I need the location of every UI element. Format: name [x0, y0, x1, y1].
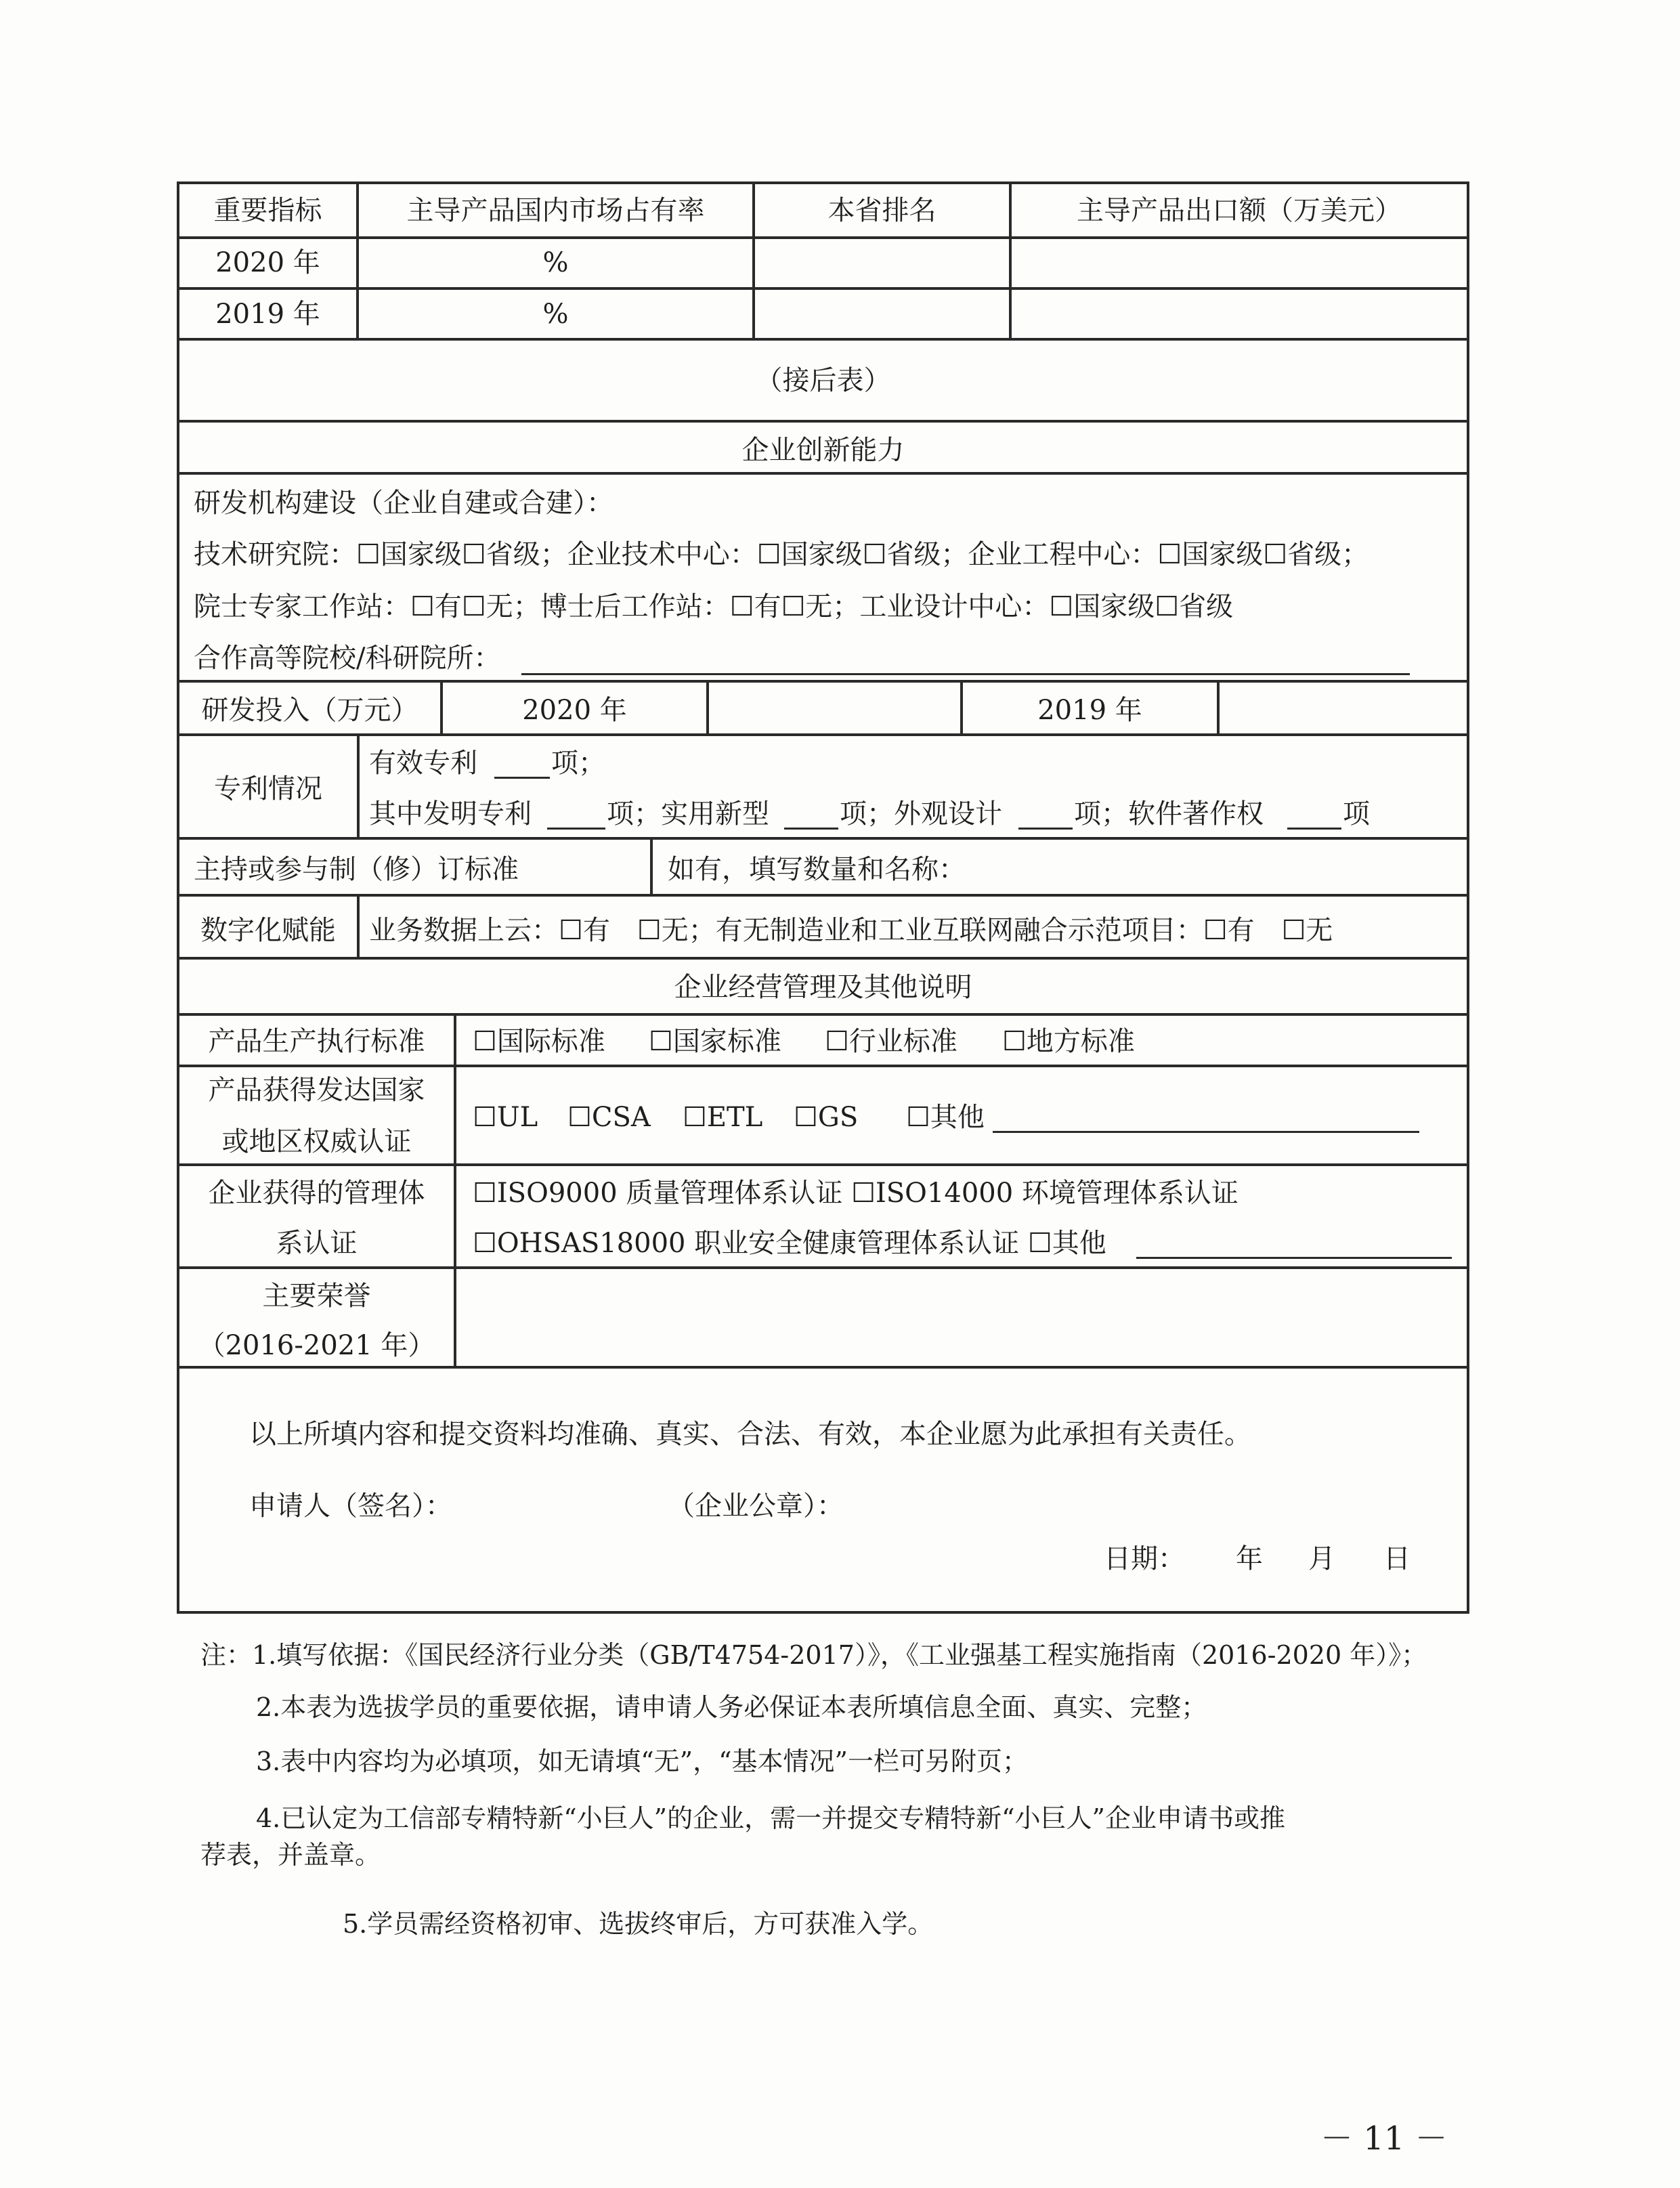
patent-blank: [1018, 828, 1073, 830]
col-header-province-rank: 本省排名: [827, 195, 936, 226]
hline: [177, 1611, 1469, 1614]
exec-std-local: ☐地方标准: [1002, 1026, 1135, 1057]
table-border-right: [1467, 181, 1469, 1614]
hline: [177, 1065, 1469, 1067]
date-month: 月: [1308, 1543, 1335, 1574]
vline: [357, 894, 360, 960]
col-header-export: 主导产品出口额（万美元）: [1077, 195, 1402, 226]
hline: [177, 1366, 1469, 1369]
patent-line1-a: 有效专利: [369, 748, 477, 779]
mgmt-other-underline: [1136, 1257, 1452, 1259]
hline: [177, 894, 1469, 897]
row-year-2019: 2019 年: [215, 299, 320, 330]
declaration-statement: 以上所填内容和提交资料均准确、真实、合法、有效，本企业愿为此承担有关责任。: [249, 1419, 1251, 1450]
patent-line2-d: 项；软件著作权: [1074, 798, 1264, 830]
note-5: 5.学员需经资格初审、选拔终审后，方可获准入学。: [343, 1909, 934, 1939]
partner-underline: [521, 673, 1410, 675]
patent-blank: [784, 828, 838, 830]
cert-etl: ☐ETL: [683, 1102, 763, 1133]
col-header-indicator: 重要指标: [213, 195, 322, 226]
rd-line-2: 技术研究院：☐国家级☐省级；企业技术中心：☐国家级☐省级；企业工程中心：☐国家级☐省级；: [194, 539, 1369, 570]
page-number: － 11 －: [1320, 2120, 1448, 2158]
digital-value: 业务数据上云：☐有 ☐无；有无制造业和工业互联网融合示范项目：☐有 ☐无: [369, 915, 1333, 946]
hline: [177, 1013, 1469, 1016]
patent-label: 专利情况: [214, 773, 322, 805]
continued-note: （接后表）: [755, 365, 891, 396]
mgmt-cert-line-1: ☐ISO9000 质量管理体系认证 ☐ISO14000 环境管理体系认证: [473, 1178, 1239, 1209]
patent-line2-e: 项: [1343, 798, 1370, 830]
hline: [177, 420, 1469, 423]
cert-gs: ☐GS: [794, 1102, 859, 1133]
applicant-signature-label: 申请人（签名）：: [249, 1490, 452, 1522]
patent-blank: [547, 828, 605, 830]
company-seal-label: （企业公章）：: [668, 1490, 844, 1522]
row-share-2020: %: [542, 247, 569, 278]
honors-label-2: （2016-2021 年）: [198, 1330, 435, 1361]
cert-other-underline: [993, 1131, 1419, 1133]
vline: [1217, 680, 1220, 736]
section-management-title: 企业经营管理及其他说明: [674, 972, 972, 1003]
hline: [177, 287, 1469, 290]
hline: [177, 1266, 1469, 1269]
row-share-2019: %: [542, 299, 569, 330]
note-2: 2.本表为选拔学员的重要依据，请申请人务必保证本表所填信息全面、真实、完整；: [256, 1692, 1207, 1722]
patent-blank: [494, 777, 550, 779]
vline: [454, 1013, 456, 1369]
honors-label-1: 主要荣誉: [262, 1281, 371, 1312]
exec-std-international: ☐国际标准: [473, 1026, 605, 1057]
hline: [177, 181, 1469, 184]
vline: [650, 837, 653, 897]
rd-line-3: 院士专家工作站：☐有☐无；博士后工作站：☐有☐无；工业设计中心：☐国家级☐省级: [194, 591, 1234, 622]
mgmt-cert-line-2: ☐OHSAS18000 职业安全健康管理体系认证 ☐其他: [473, 1228, 1106, 1259]
note-1: 注：1.填写依据：《国民经济行业分类（GB/T4754-2017）》，《工业强基工程实施指南（2016-2020 年）》；: [200, 1640, 1427, 1670]
exec-std-industry: ☐行业标准: [825, 1026, 957, 1057]
patent-line1-b: 项；: [551, 748, 605, 779]
hline: [177, 680, 1469, 683]
date-year: 年: [1236, 1543, 1263, 1574]
patent-blank: [1287, 828, 1341, 830]
cert-ul: ☐UL: [473, 1102, 538, 1133]
mgmt-cert-label-1: 企业获得的管理体: [208, 1178, 425, 1209]
cert-other: ☐其他: [906, 1102, 985, 1133]
exec-std-national: ☐国家标准: [649, 1026, 781, 1057]
standard-value: 如有，填写数量和名称：: [668, 854, 966, 885]
rd-invest-label: 研发投入（万元）: [201, 695, 418, 726]
hline: [177, 338, 1469, 341]
patent-line2-b: 项；实用新型: [607, 798, 769, 830]
note-4: 4.已认定为工信部专精特新“小巨人”的企业，需一并提交专精特新“小巨人”企业申请书或推: [256, 1803, 1285, 1833]
cert-label-2: 或地区权威认证: [221, 1126, 412, 1157]
digital-label: 数字化赋能: [200, 915, 336, 946]
row-year-2020: 2020 年: [215, 247, 320, 278]
hline: [177, 837, 1469, 840]
cert-csa: ☐CSA: [567, 1102, 651, 1133]
rd-invest-year2: 2019 年: [1037, 695, 1142, 726]
date-label: 日期：: [1104, 1543, 1185, 1574]
section-innovation-title: 企业创新能力: [741, 435, 905, 466]
vline: [357, 733, 360, 840]
rd-invest-year1: 2020 年: [522, 695, 627, 726]
rd-line-4: 合作高等院校/科研院所：: [194, 643, 501, 674]
hline: [177, 236, 1469, 239]
vline: [706, 680, 709, 736]
col-header-market-share: 主导产品国内市场占有率: [406, 195, 705, 226]
hline: [177, 957, 1469, 960]
hline: [177, 733, 1469, 736]
patent-line2-c: 项；外观设计: [840, 798, 1002, 830]
cert-label-1: 产品获得发达国家: [208, 1075, 425, 1106]
note-4-cont: 荐表，并盖章。: [200, 1840, 381, 1870]
mgmt-cert-label-2: 系认证: [276, 1228, 358, 1259]
hline: [177, 472, 1469, 475]
rd-line-1: 研发机构建设（企业自建或合建）：: [194, 488, 613, 519]
patent-line2-a: 其中发明专利: [369, 798, 532, 830]
note-3: 3.表中内容均为必填项，如无请填“无”，“基本情况”一栏可另附页；: [256, 1746, 1028, 1776]
exec-std-label: 产品生产执行标准: [208, 1026, 425, 1057]
date-day: 日: [1383, 1543, 1410, 1574]
hline: [177, 1163, 1469, 1166]
standard-label: 主持或参与制（修）订标准: [194, 854, 519, 885]
